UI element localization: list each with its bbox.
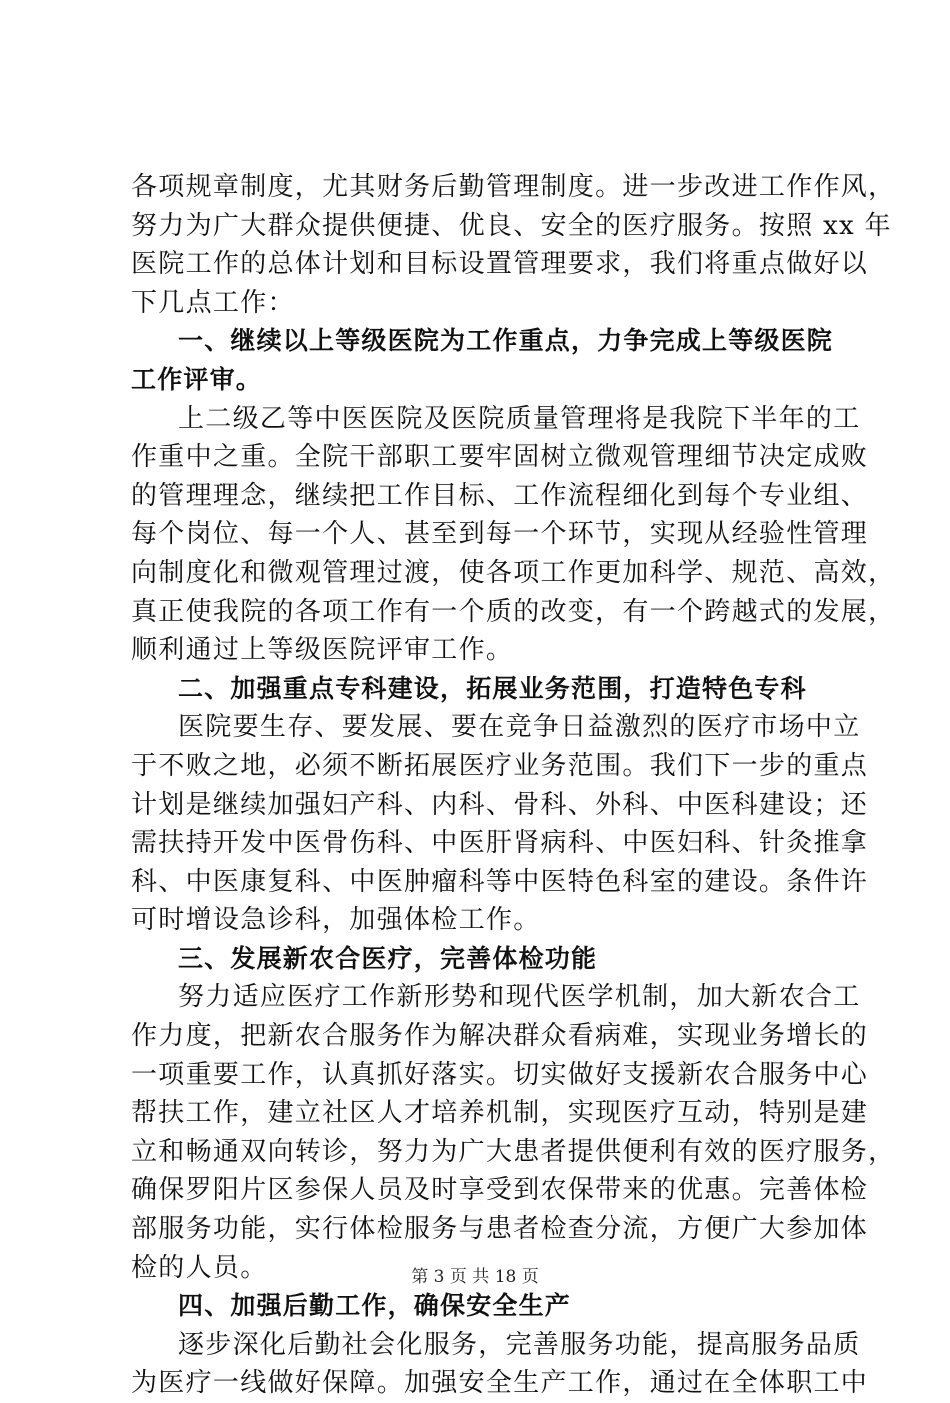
paragraph-line: 计划是继续加强妇产科、内科、骨科、外科、中医科建设；还	[131, 789, 869, 820]
paragraph-line: 作力度，把新农合服务作为解决群众看病难，实现业务增长的	[131, 1021, 869, 1052]
paragraph-line: 检的人员。	[131, 1252, 268, 1283]
paragraph-line: 逐步深化后勤社会化服务，完善服务功能，提高服务品质	[178, 1329, 861, 1360]
paragraph-line: 于不败之地，必须不断拓展医疗业务范围。我们下一步的重点	[131, 750, 869, 781]
document-body	[131, 168, 896, 1403]
paragraph-line: 努力适应医疗工作新形势和现代医学机制，加大新农合工	[178, 982, 861, 1013]
paragraph-line: 向制度化和微观管理过渡，使各项工作更加科学、规范、高效，	[131, 557, 896, 588]
paragraph-line: 帮扶工作，建立社区人才培养机制，实现医疗互动，特别是建	[131, 1098, 869, 1129]
section-heading-line: 一、继续以上等级医院为工作重点，力争完成上等级医院	[178, 326, 834, 356]
section-heading-line: 二、加强重点专科建设，拓展业务范围，打造特色专科	[178, 673, 807, 703]
paragraph-line: 医院要生存、要发展、要在竞争日益激烈的医疗市场中立	[178, 712, 861, 743]
paragraph-line: 科、中医康复科、中医肿瘤科等中医特色科室的建设。条件许	[131, 866, 869, 897]
paragraph-line: 真正使我院的各项工作有一个质的改变，有一个跨越式的发展，	[131, 596, 896, 627]
section-heading-line: 工作评审。	[131, 364, 263, 394]
paragraph-line: 可时增设急诊科，加强体检工作。	[131, 905, 541, 936]
paragraph-line: 作重中之重。全院干部职工要牢固树立微观管理细节决定成败	[131, 442, 869, 473]
paragraph-line: 立和畅通双向转诊，努力为广大患者提供便利有效的医疗服务，	[131, 1136, 896, 1167]
paragraph-line: 为医疗一线做好保障。加强安全生产工作，通过在全体职工中	[131, 1368, 869, 1399]
paragraph-line: 医院工作的总体计划和目标设置管理要求，我们将重点做好以	[131, 249, 869, 280]
paragraph-line: 需扶持开发中医骨伤科、中医肝肾病科、中医妇科、针灸推拿	[131, 828, 869, 859]
paragraph-line: 一项重要工作，认真抓好落实。切实做好支援新农合服务中心	[131, 1059, 869, 1090]
paragraph-line: 各项规章制度，尤其财务后勤管理制度。进一步改进工作作风，	[131, 172, 896, 202]
paragraph-line: 下几点工作：	[131, 287, 295, 318]
paragraph-line: 上二级乙等中医医院及医院质量管理将是我院下半年的工	[178, 403, 861, 434]
page-footer: 第 3 页 共 18 页	[411, 1267, 539, 1287]
paragraph-line: 的管理理念，继续把工作目标、工作流程细化到每个专业组、	[131, 480, 869, 511]
paragraph-line: 顺利通过上等级医院评审工作。	[131, 635, 514, 666]
paragraph-line: 部服务功能，实行体检服务与患者检查分流，方便广大参加体	[131, 1214, 869, 1245]
paragraph-line: 确保罗阳片区参保人员及时享受到农保带来的优惠。完善体检	[131, 1175, 869, 1206]
section-heading-line: 三、发展新农合医疗，完善体检功能	[178, 943, 598, 973]
section-heading-line: 四、加强后勤工作，确保安全生产	[178, 1291, 572, 1321]
paragraph-line: 努力为广大群众提供便捷、优良、安全的医疗服务。按照 xx 年	[131, 210, 892, 241]
paragraph-line: 每个岗位、每一个人、甚至到每一个环节，实现从经验性管理	[131, 519, 869, 550]
